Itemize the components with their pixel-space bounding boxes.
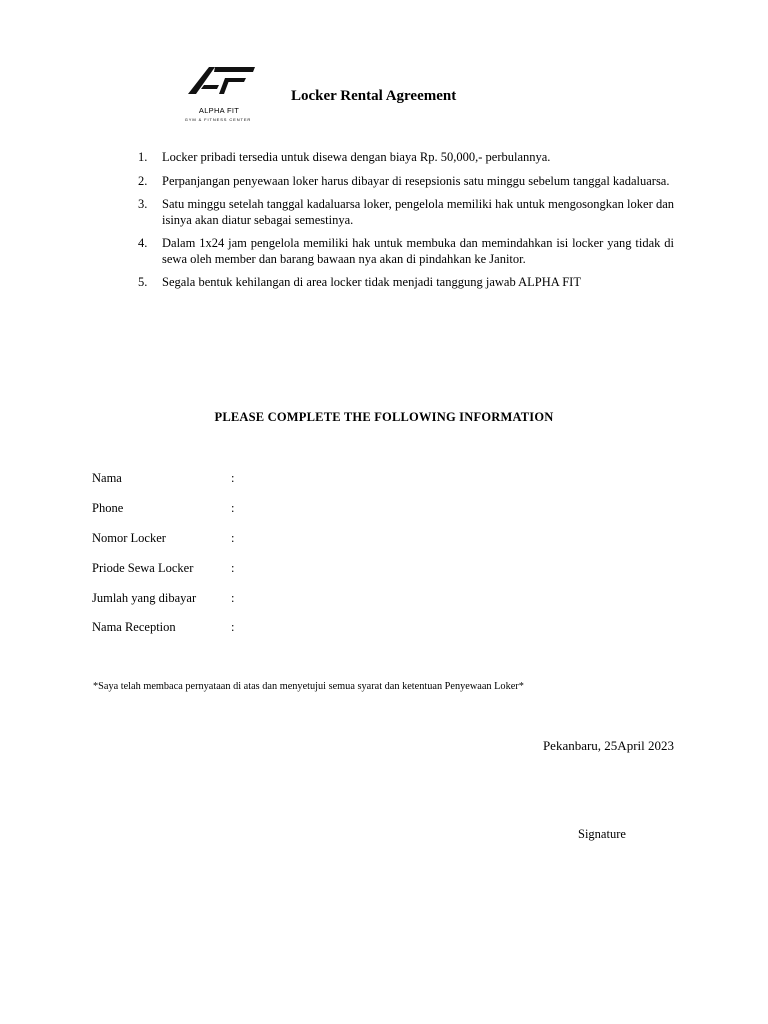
agreement-note: *Saya telah membaca pernyataan di atas dan menyetujui semua syarat dan ketentuan Penyewaan Loker* <box>93 681 524 692</box>
logo-tagline: GYM & FITNESS CENTER <box>184 117 252 122</box>
field-separator: : <box>231 620 235 634</box>
term-text: Perpanjangan penyewaan loker harus dibayar di resepsionis satu minggu sebelum tanggal kadaluarsa. <box>162 173 670 188</box>
field-nama <box>92 471 392 487</box>
term-text: Dalam 1x24 jam pengelola memiliki hak untuk membuka dan memindahkan isi locker yang tidak di sewa oleh member dan barang bawaan nya akan di pindahkan ke Janitor. <box>162 236 674 266</box>
field-separator: : <box>231 501 235 515</box>
term-number: 3. <box>138 197 148 211</box>
term-item <box>138 174 674 190</box>
field-separator: : <box>231 471 235 485</box>
af-logo-mark-icon <box>172 64 264 108</box>
term-number: 5. <box>138 275 148 289</box>
term-number: 2. <box>138 173 148 188</box>
field-label: Nama Reception <box>92 620 176 634</box>
field-label: Nama <box>92 471 122 485</box>
signature-label: Signature <box>578 827 626 841</box>
term-item <box>138 150 674 166</box>
term-number: 1. <box>138 150 148 164</box>
form-heading: PLEASE COMPLETE THE FOLLOWING INFORMATION <box>214 410 554 424</box>
alpha-fit-logo <box>172 64 264 126</box>
field-priode-sewa-locker <box>92 561 392 577</box>
field-separator: : <box>231 591 235 605</box>
field-label: Phone <box>92 501 124 515</box>
term-text: Satu minggu setelah tanggal kadaluarsa loker, pengelola memiliki hak untuk mengosongkan loker dan isinya akan diatur sebagai semestinya. <box>162 197 674 227</box>
field-nomor-locker <box>92 531 392 547</box>
term-item <box>138 275 674 291</box>
terms-list <box>138 150 674 299</box>
field-label: Nomor Locker <box>92 531 166 545</box>
place-date: Pekanbaru, 25April 2023 <box>542 738 674 753</box>
field-jumlah-yang-dibayar <box>92 591 392 607</box>
field-nama-reception <box>92 620 392 636</box>
field-separator: : <box>231 531 235 545</box>
term-number: 4. <box>138 236 148 250</box>
term-item <box>138 236 674 267</box>
field-label: Jumlah yang dibayar <box>92 591 197 605</box>
field-phone <box>92 501 392 517</box>
term-text: Locker pribadi tersedia untuk disewa dengan biaya Rp. 50,000,- perbulannya. <box>162 150 551 164</box>
term-text: Segala bentuk kehilangan di area locker tidak menjadi tanggung jawab ALPHA FIT <box>162 275 581 289</box>
document-title: Locker Rental Agreement <box>291 88 457 104</box>
term-item <box>138 197 674 228</box>
field-label: Priode Sewa Locker <box>92 561 194 575</box>
field-separator: : <box>231 561 235 575</box>
logo-brand-name: ALPHA FIT <box>198 106 240 115</box>
